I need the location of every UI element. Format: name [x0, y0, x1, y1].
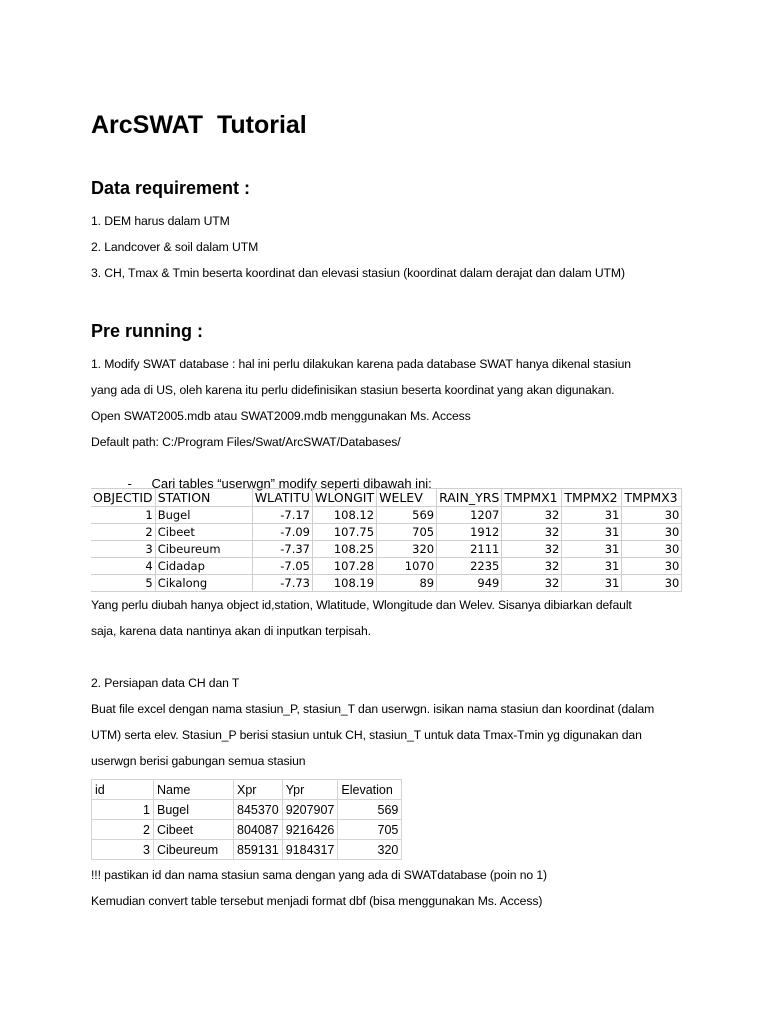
table-cell: 30 — [622, 575, 682, 592]
column-header: Elevation — [338, 780, 402, 800]
table-cell: -7.37 — [252, 541, 312, 558]
table-cell: 2235 — [437, 558, 502, 575]
paragraph-line: !!! pastikan id dan nama stasiun sama dengan yang ada di SWATdatabase (poin no 1) — [91, 868, 547, 882]
column-header: WELEV — [377, 489, 437, 507]
table-cell: 30 — [622, 524, 682, 541]
table-cell: Cibeet — [154, 820, 234, 840]
column-header: id — [92, 780, 154, 800]
step-title: 2. Persiapan data CH dan T — [91, 676, 240, 690]
table-cell: 859131 — [234, 840, 283, 860]
table-cell: 107.28 — [313, 558, 377, 575]
paragraph-line: saja, karena data nantinya akan di inputkan terpisah. — [91, 624, 371, 638]
table-cell: 30 — [622, 558, 682, 575]
table-cell: 2111 — [437, 541, 502, 558]
paragraph-line: Buat file excel dengan nama stasiun_P, stasiun_T dan userwgn. isikan nama stasiun dan koordinat (dalam — [91, 702, 655, 716]
table-cell: 569 — [338, 800, 402, 820]
table-cell: 32 — [502, 507, 562, 524]
paragraph-line: 1. Modify SWAT database : hal ini perlu dilakukan karena pada database SWAT hanya dikenal stasiun — [91, 357, 631, 371]
section-heading-data-requirement: Data requirement : — [91, 178, 251, 198]
table-cell: 32 — [502, 575, 562, 592]
column-header: OBJECTID — [91, 489, 155, 507]
table-cell: 4 — [91, 558, 155, 575]
table-header-row — [91, 489, 682, 507]
table-cell: -7.05 — [252, 558, 312, 575]
paragraph-line: Yang perlu diubah hanya object id,station, Wlatitude, Wlongitude dan Welev. Sisanya dibiarkan default — [91, 598, 632, 612]
table-cell: 31 — [562, 575, 622, 592]
table-cell: 705 — [377, 524, 437, 541]
table-cell: 108.12 — [313, 507, 377, 524]
table-cell: 569 — [377, 507, 437, 524]
table-row — [91, 558, 682, 575]
userwgn-table — [91, 488, 682, 592]
table-cell: 1070 — [377, 558, 437, 575]
table-cell: Cidadap — [155, 558, 252, 575]
column-header: TMPMX2 — [562, 489, 622, 507]
table-row — [92, 800, 402, 820]
table-cell: -7.73 — [252, 575, 312, 592]
table-cell: 32 — [502, 524, 562, 541]
table-cell: 107.75 — [313, 524, 377, 541]
column-header: WLATITU — [252, 489, 312, 507]
table-cell: 1 — [91, 507, 155, 524]
table-cell: 5 — [91, 575, 155, 592]
table-row — [91, 524, 682, 541]
page-title: ArcSWAT Tutorial — [91, 111, 307, 139]
paragraph-line: Kemudian convert table tersebut menjadi format dbf (bisa menggunakan Ms. Access) — [91, 894, 543, 908]
table-cell: Bugel — [155, 507, 252, 524]
table-cell: 31 — [562, 507, 622, 524]
paragraph-line: UTM) serta elev. Stasiun_P berisi stasiun untuk CH, stasiun_T untuk data Tmax-Tmin yg digunakan dan — [91, 728, 642, 742]
table-header-row — [92, 780, 402, 800]
table-cell: 31 — [562, 541, 622, 558]
table-cell: 32 — [502, 541, 562, 558]
table-cell: 1 — [92, 800, 154, 820]
column-header: WLONGIT — [313, 489, 377, 507]
requirement-item: 3. CH, Tmax & Tmin beserta koordinat dan elevasi stasiun (koordinat dalam derajat dan dalam UTM) — [91, 266, 625, 280]
table-cell: 30 — [622, 507, 682, 524]
table-row — [91, 507, 682, 524]
station-table — [91, 779, 402, 860]
column-header: TMPMX1 — [502, 489, 562, 507]
table-cell: -7.09 — [252, 524, 312, 541]
table-cell: 32 — [502, 558, 562, 575]
table-cell: 9207907 — [282, 800, 338, 820]
table-cell: Cibeureum — [155, 541, 252, 558]
paragraph-line: userwgn berisi gabungan semua stasiun — [91, 754, 306, 768]
paragraph-line: Default path: C:/Program Files/Swat/ArcSWAT/Databases/ — [91, 435, 401, 449]
table-cell: 9184317 — [282, 840, 338, 860]
table-cell: 108.25 — [313, 541, 377, 558]
table-cell: 3 — [91, 541, 155, 558]
table-cell: 9216426 — [282, 820, 338, 840]
section-heading-pre-running: Pre running : — [91, 321, 203, 341]
table-cell: Cibeureum — [154, 840, 234, 860]
paragraph-line: yang ada di US, oleh karena itu perlu didefinisikan stasiun beserta koordinat yang akan digunakan. — [91, 383, 615, 397]
table-cell: 89 — [377, 575, 437, 592]
table-cell: 2 — [91, 524, 155, 541]
table-cell: 1912 — [437, 524, 502, 541]
requirement-item: 1. DEM harus dalam UTM — [91, 214, 230, 228]
bullet-dash: - — [127, 476, 132, 491]
column-header: TMPMX3 — [622, 489, 682, 507]
table-cell: 108.19 — [313, 575, 377, 592]
table-cell: 949 — [437, 575, 502, 592]
table-cell: 31 — [562, 524, 622, 541]
table-row — [91, 575, 682, 592]
column-header: Name — [154, 780, 234, 800]
table-row — [92, 840, 402, 860]
table-cell: Cikalong — [155, 575, 252, 592]
column-header: RAIN_YRS — [437, 489, 502, 507]
table-cell: 31 — [562, 558, 622, 575]
table-cell: -7.17 — [252, 507, 312, 524]
paragraph-line: Open SWAT2005.mdb atau SWAT2009.mdb menggunakan Ms. Access — [91, 409, 471, 423]
table-cell: Cibeet — [155, 524, 252, 541]
bullet-text: Cari tables “userwgn” modify seperti dibawah ini: — [151, 476, 432, 491]
table-cell: 320 — [338, 840, 402, 860]
column-header: Ypr — [282, 780, 338, 800]
table-cell: 804087 — [234, 820, 283, 840]
table-cell: 1207 — [437, 507, 502, 524]
column-header: STATION — [155, 489, 252, 507]
table-cell: 705 — [338, 820, 402, 840]
table-cell: 3 — [92, 840, 154, 860]
table-cell: Bugel — [154, 800, 234, 820]
column-header: Xpr — [234, 780, 283, 800]
requirement-item: 2. Landcover & soil dalam UTM — [91, 240, 259, 254]
table-cell: 2 — [92, 820, 154, 840]
table-row — [91, 541, 682, 558]
table-cell: 320 — [377, 541, 437, 558]
table-cell: 845370 — [234, 800, 283, 820]
table-cell: 30 — [622, 541, 682, 558]
table-row — [92, 820, 402, 840]
